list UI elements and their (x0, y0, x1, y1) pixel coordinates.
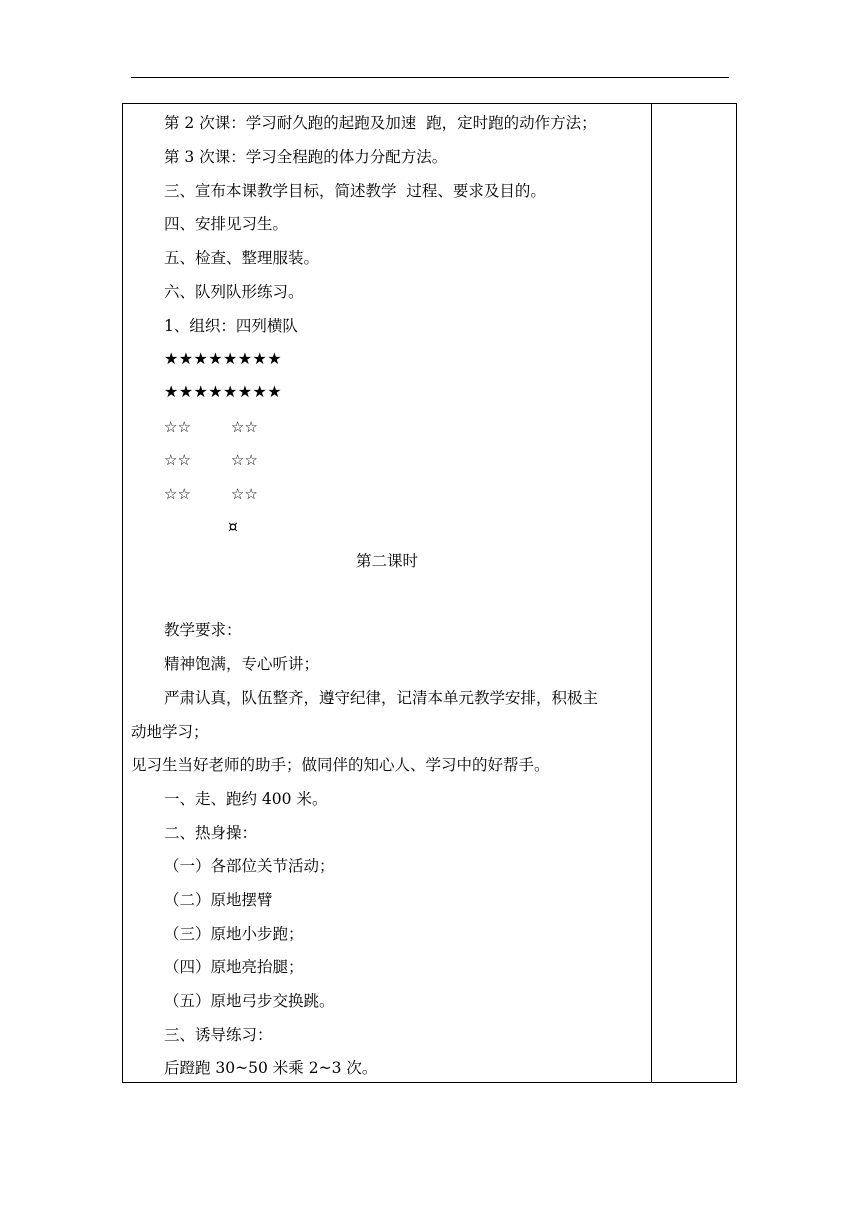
text-line: 四、安排见习生。 (164, 215, 289, 233)
text-line: 一、走、跑约 400 米。 (164, 790, 328, 808)
text-line: （五）原地弓步交换跳。 (164, 992, 335, 1010)
text-line: （四）原地亮抬腿； (164, 958, 304, 976)
text-line: 严肃认真，队伍整齐，遵守纪律，记清本单元教学安排，积极主 (164, 689, 599, 707)
text-line: 五、检查、整理服装。 (164, 249, 320, 267)
formation-row-hollow (164, 450, 258, 470)
formation-hollow-right: ☆☆ (230, 418, 258, 436)
text-line: 精神饱满，专心听讲； (164, 655, 320, 673)
text-line: 动地学习； (131, 723, 209, 741)
header-rule (131, 77, 729, 78)
text-line: 1、组织：四列横队 (164, 317, 298, 335)
section-title: 第二课时 (356, 552, 419, 570)
text-line: 六、队列队形练习。 (164, 283, 304, 301)
text-line: （二）原地摆臂 (164, 891, 273, 909)
text-line: 三、诱导练习： (164, 1026, 273, 1044)
text-line: （三）原地小步跑； (164, 925, 304, 943)
formation-row-hollow (164, 484, 258, 504)
text-line: 三、宣布本课教学目标，简述教学 过程、要求及目的。 (164, 182, 546, 200)
teacher-position-symbol: ¤ (228, 518, 238, 536)
formation-row-filled: ★★★★★★★★ (164, 349, 282, 368)
text-line: 第 3 次课：学习全程跑的体力分配方法。 (164, 148, 448, 166)
formation-hollow-right: ☆☆ (230, 485, 258, 503)
text-line: 第 2 次课：学习耐久跑的起跑及加速 跑，定时跑的动作方法； (164, 114, 597, 132)
text-line: 教学要求： (164, 621, 242, 639)
text-line: 后蹬跑 30~50 米乘 2~3 次。 (164, 1059, 378, 1077)
formation-hollow-left: ☆☆ (164, 418, 191, 436)
formation-hollow-right: ☆☆ (230, 451, 258, 469)
text-line: 二、热身操： (164, 824, 258, 842)
formation-row-hollow (164, 417, 258, 437)
text-line: 见习生当好老师的助手；做同伴的知心人、学习中的好帮手。 (131, 756, 550, 774)
formation-hollow-left: ☆☆ (164, 451, 191, 469)
column-divider (651, 104, 652, 1082)
text-line: （一）各部位关节活动； (164, 857, 335, 875)
formation-hollow-left: ☆☆ (164, 485, 191, 503)
formation-row-filled: ★★★★★★★★ (164, 382, 282, 401)
